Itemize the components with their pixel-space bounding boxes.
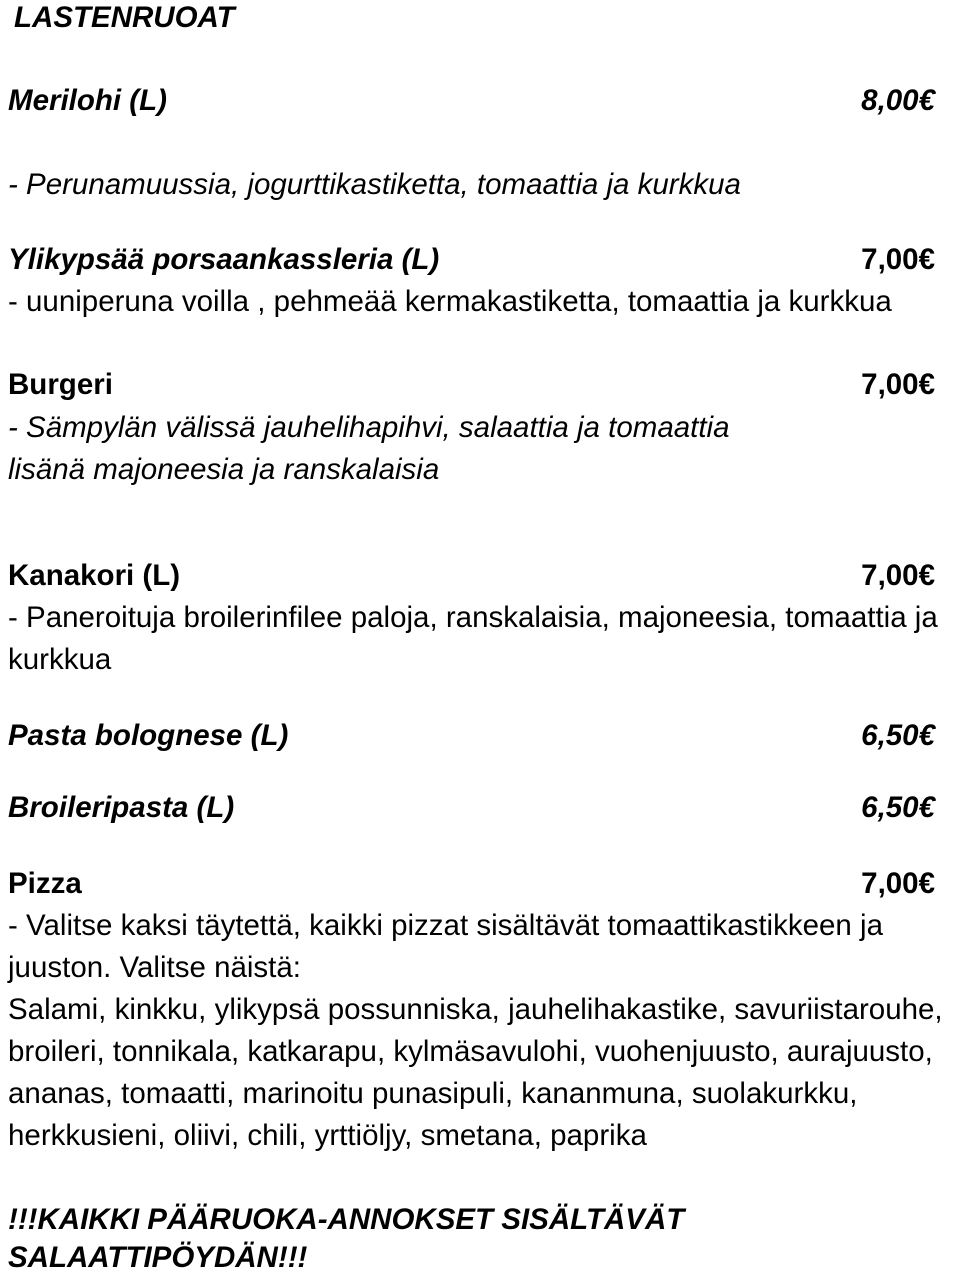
pizza-toppings-line: broileri, tonnikala, katkarapu, kylmäsavulohi, vuohenjuusto, aurajuusto, [8, 1035, 933, 1068]
item-name-merilohi: Merilohi (L) [8, 84, 167, 117]
item-description-merilohi: - Perunamuussia, jogurttikastiketta, tomaattia ja kurkkua [8, 168, 741, 201]
item-price-broileripasta: 6,50€ [861, 791, 935, 824]
item-price-pizza: 7,00€ [861, 867, 935, 900]
item-name-kanakori: Kanakori (L) [8, 559, 181, 592]
item-name-pizza: Pizza [8, 867, 82, 900]
item-price-porsaankassleria: 7,00€ [861, 243, 935, 276]
item-description-burgeri: lisänä majoneesia ja ranskalaisia [8, 453, 440, 486]
item-price-kanakori: 7,00€ [861, 559, 935, 592]
salad-bar-notice: !!!KAIKKI PÄÄRUOKA-ANNOKSET SISÄLTÄVÄT [8, 1203, 685, 1236]
menu-title: LASTENRUOAT [14, 1, 235, 34]
item-name-broileripasta: Broileripasta (L) [8, 791, 235, 824]
item-description-burgeri: - Sämpylän välissä jauhelihapihvi, salaattia ja tomaattia [8, 411, 730, 444]
item-name-burgeri: Burgeri [8, 368, 113, 401]
item-description-kanakori: kurkkua [8, 643, 112, 676]
salad-bar-notice: SALAATTIPÖYDÄN!!! [8, 1241, 308, 1274]
pizza-toppings-line: herkkusieni, oliivi, chili, yrttiöljy, smetana, paprika [8, 1119, 647, 1152]
pizza-toppings-line: Salami, kinkku, ylikypsä possunniska, jauhelihakastike, savuriistarouhe, [8, 993, 943, 1026]
item-description-pizza: juuston. Valitse näistä: [8, 951, 301, 984]
item-description-kanakori: - Paneroituja broilerinfilee paloja, ranskalaisia, majoneesia, tomaattia ja [8, 601, 938, 634]
item-price-burgeri: 7,00€ [861, 368, 935, 401]
item-name-pasta-bolognese: Pasta bolognese (L) [8, 719, 289, 752]
item-name-porsaankassleria: Ylikypsää porsaankassleria (L) [8, 243, 440, 276]
item-price-pasta-bolognese: 6,50€ [861, 719, 935, 752]
item-price-merilohi: 8,00€ [861, 84, 935, 117]
pizza-toppings-line: ananas, tomaatti, marinoitu punasipuli, kananmuna, suolakurkku, [8, 1077, 858, 1110]
item-description-pizza: - Valitse kaksi täytettä, kaikki pizzat sisältävät tomaattikastikkeen ja [8, 909, 883, 942]
item-description-porsaankassleria: - uuniperuna voilla , pehmeää kermakastiketta, tomaattia ja kurkkua [8, 285, 892, 318]
